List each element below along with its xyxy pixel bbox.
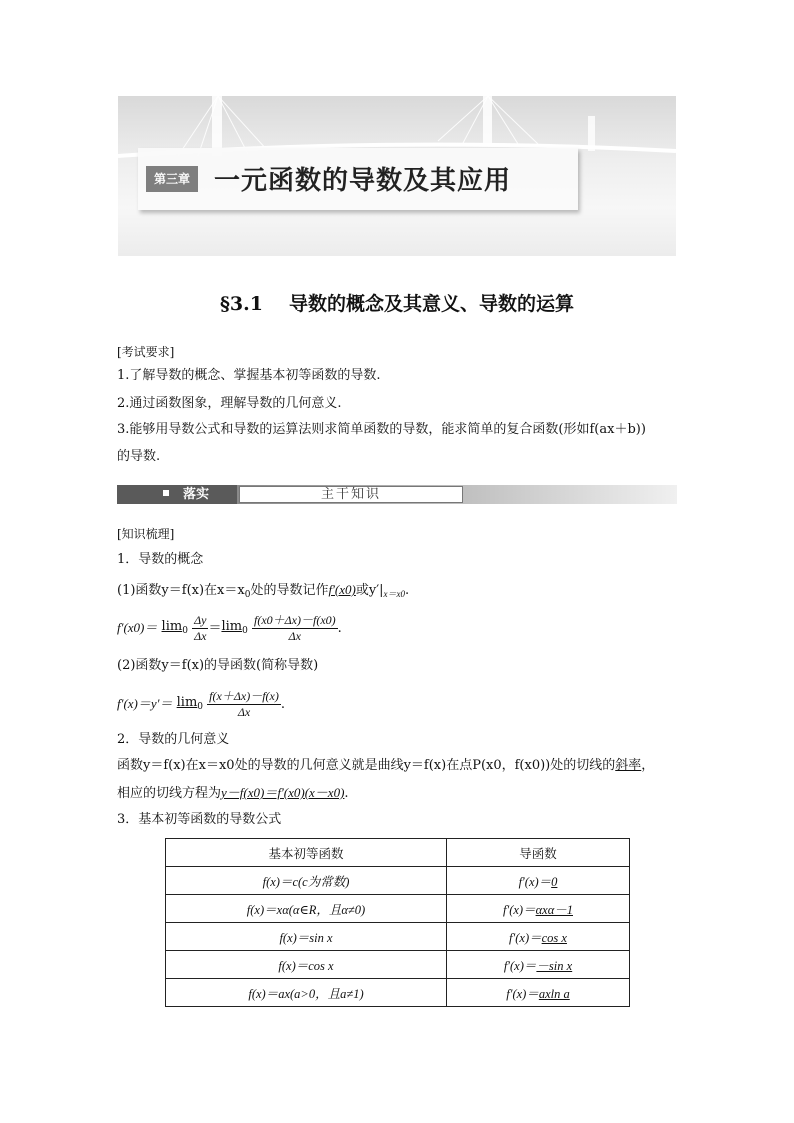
chapter-title: 一元函数的导数及其应用 — [214, 166, 512, 196]
chapter-header-box — [138, 148, 578, 210]
lim-sub: 0 — [182, 625, 188, 636]
section-bar-right: 主干知识 — [239, 486, 463, 503]
definition-or: 或y′| — [355, 583, 384, 598]
section-bar-left — [117, 485, 237, 504]
requirement-item: 2.通过函数图象，理解导数的几何意义. — [117, 396, 342, 411]
table-row — [166, 979, 630, 1007]
table-header-row — [166, 839, 630, 867]
formula1-lhs: f′(x0)＝ — [117, 620, 158, 635]
fraction-dy-dx: $\frac{\Delta y}{\Delta x}$ — [194, 613, 207, 643]
section-title — [0, 289, 794, 316]
definition-prefix: (1)函数y＝f(x)在x＝x — [117, 583, 245, 598]
table-cell: f(x)＝ax(a>0，且a≠1) — [166, 979, 447, 1007]
square-bullet-icon — [163, 490, 169, 496]
table-header: 导函数 — [447, 839, 630, 867]
limit-symbol — [161, 618, 188, 637]
formula-derived-function: $f'(x)=y'= \lim_0$ $\frac{f(x+\Delta x)-f(x)}{\Delta x}$ . — [117, 689, 285, 719]
requirement-item: 1.了解导数的概念、掌握基本初等函数的导数. — [117, 368, 381, 383]
definition-line: (1)函数y＝f(x)在$x=x_0$处的导数记作f′(x0)或$y'|_{x=x0}$. — [117, 582, 410, 600]
derived-function-line: (2)函数y＝f(x)的导函数(简称导数) — [117, 658, 319, 673]
fill-in-answer: 斜率 — [615, 758, 642, 773]
derivative-formula-table — [165, 838, 630, 1007]
geometric-meaning-text: 函数y＝f(x)在x＝x0处的导数的几何意义就是曲线y＝f(x)在点P(x0，f(x0))处的切线的 — [117, 758, 616, 773]
fill-in-answer: f′(x0) — [328, 582, 356, 597]
table-cell: f(x)＝sin x — [166, 923, 447, 951]
subheading-geometric-meaning: 2．导数的几何意义 — [117, 732, 230, 747]
formula-limit-definition: $f'(x0)= \lim_0$ $\frac{\Delta y}{\Delta x}$ $=\lim_0$ $\frac{f(x0+\Delta x)-f(x0)}{\Delta x}$ . — [117, 613, 342, 643]
subheading-derivative-formulas: 3．基本初等函数的导数公式 — [117, 812, 282, 827]
lim-label: lim — [161, 618, 183, 634]
section-title-text: 导数的概念及其意义、导数的运算 — [288, 293, 574, 315]
knowledge-heading: [知识梳理] — [117, 527, 175, 541]
table-header: 基本初等函数 — [166, 839, 447, 867]
fill-in-answer: y－f(x0)＝f′(x0)(x－x0) — [221, 785, 345, 800]
section-number: §3.1 — [219, 293, 263, 315]
section-bar-left-label: 落实 — [183, 487, 210, 502]
table-row — [166, 923, 630, 951]
geometric-meaning-line: 函数y＝f(x)在x＝x0处的导数的几何意义就是曲线y＝f(x)在点P(x0，f(x0))处的切线的斜率， — [117, 758, 655, 773]
exam-requirements-heading: [考试要求] — [117, 345, 175, 359]
requirement-item: 的导数. — [117, 449, 161, 464]
table-cell: f(x)＝cos x — [166, 951, 447, 979]
tangent-text: 相应的切线方程为 — [117, 786, 222, 801]
section-bar — [117, 485, 677, 504]
table-cell: f′(x)＝axln a — [447, 979, 630, 1007]
tangent-line-equation: 相应的切线方程为y－f(x0)＝f′(x0)(x－x0). — [117, 785, 349, 801]
table-cell: f(x)＝xα(α∈R，且α≠0) — [166, 895, 447, 923]
formula2-lhs: f′(x)＝y′＝ — [117, 696, 173, 711]
limit-symbol: $\lim_0$ — [221, 618, 248, 636]
table-cell: f′(x)＝－sin x — [447, 951, 630, 979]
requirement-item: 3.能够用导数公式和导数的运算法则求简单函数的导数，能求简单的复合函数(形如f(ax＋b)) — [117, 422, 646, 437]
table-cell: f′(x)＝αxα－1 — [447, 895, 630, 923]
fraction-difference-quotient: $\frac{f(x0+\Delta x)-f(x0)}{\Delta x}$ — [253, 613, 336, 643]
table-row — [166, 867, 630, 895]
chapter-banner — [118, 96, 676, 256]
definition-mid: 处的导数记作 — [250, 583, 329, 598]
fraction-derived: $\frac{f(x+\Delta x)-f(x)}{\Delta x}$ — [209, 689, 279, 719]
table-cell: f′(x)＝cos x — [447, 923, 630, 951]
table-row — [166, 951, 630, 979]
table-cell: f(x)＝c(c为常数) — [166, 867, 447, 895]
chapter-label: 第三章 — [146, 166, 198, 192]
subheading-derivative-concept: 1．导数的概念 — [117, 552, 204, 567]
limit-symbol: $\lim_0$ — [176, 694, 204, 712]
table-row — [166, 895, 630, 923]
table-cell: f′(x)＝0 — [447, 867, 630, 895]
